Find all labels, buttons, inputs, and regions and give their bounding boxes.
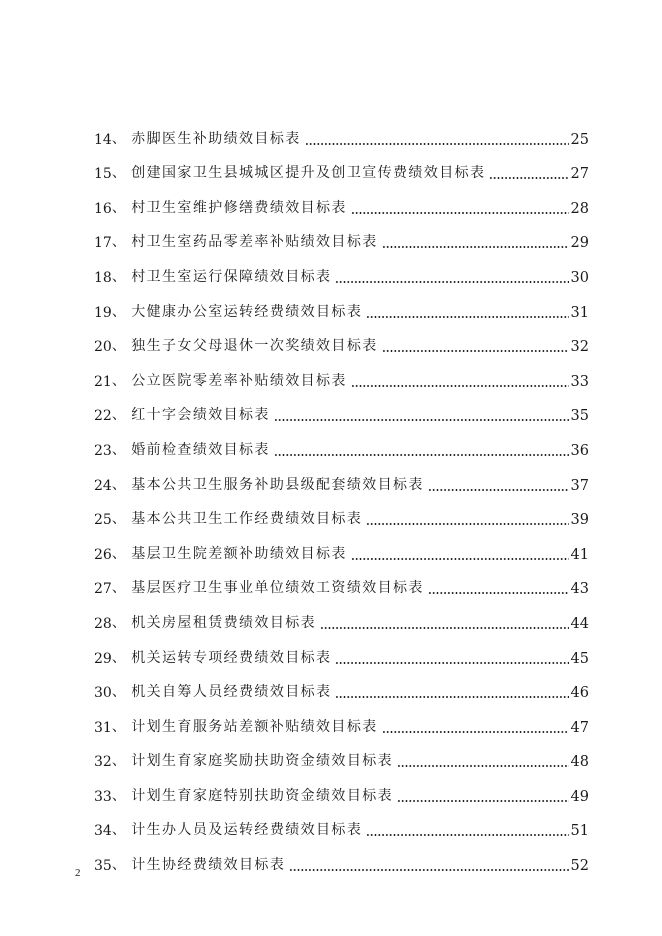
toc-dot-leader (335, 662, 568, 664)
toc-dot-leader (397, 765, 569, 767)
toc-entry-separator: 、 (111, 580, 128, 597)
toc-entry-separator: 、 (111, 268, 128, 285)
toc-entry[interactable] (94, 113, 589, 148)
toc-entry-page: 37 (570, 477, 589, 494)
toc-entry-number: 34 (94, 823, 112, 840)
toc-entry-page: 36 (570, 442, 589, 459)
toc-entry-number: 26 (94, 546, 112, 563)
toc-dot-leader (366, 523, 568, 525)
toc-entry-separator: 、 (111, 165, 128, 182)
toc-entry-title: 机关运转专项经费绩效目标表 (131, 649, 332, 666)
toc-entry[interactable] (94, 805, 589, 840)
toc-dot-leader (366, 834, 568, 836)
toc-entry[interactable] (94, 148, 589, 183)
toc-entry[interactable] (94, 528, 589, 563)
toc-dot-leader (397, 800, 569, 802)
toc-entry-number: 25 (94, 512, 112, 529)
page-number: 2 (75, 867, 81, 879)
toc-entry-number: 24 (94, 477, 112, 494)
toc-dot-leader (382, 246, 569, 248)
toc-entry[interactable] (94, 736, 589, 771)
toc-entry-separator: 、 (111, 303, 128, 320)
toc-entry-page: 25 (570, 131, 589, 148)
toc-dot-leader (274, 454, 569, 456)
toc-entry[interactable] (94, 424, 589, 459)
toc-entry-page: 32 (570, 339, 589, 356)
toc-entry[interactable] (94, 217, 589, 252)
toc-entry[interactable] (94, 355, 589, 390)
toc-entry-title: 机关自筹人员经费绩效目标表 (131, 684, 332, 701)
toc-dot-leader (335, 696, 568, 698)
toc-dot-leader (274, 419, 569, 421)
toc-entry[interactable] (94, 321, 589, 356)
toc-entry-separator: 、 (111, 684, 128, 701)
toc-dot-leader (366, 316, 568, 318)
toc-entry-page: 27 (570, 166, 589, 183)
toc-entry-page: 52 (570, 858, 589, 875)
toc-entry-title: 计生协经费绩效目标表 (131, 857, 286, 874)
toc-entry-title: 创建国家卫生县城城区提升及创卫宣传费绩效目标表 (131, 165, 486, 182)
toc-entry-separator: 、 (111, 511, 128, 528)
toc-entry-page: 48 (570, 754, 589, 771)
toc-entry[interactable] (94, 632, 589, 667)
toc-dot-leader (335, 281, 568, 283)
toc-entry-separator: 、 (111, 372, 128, 389)
toc-entry[interactable] (94, 182, 589, 217)
toc-entry[interactable] (94, 251, 589, 286)
toc-dot-leader (320, 627, 569, 629)
toc-entry-page: 31 (570, 304, 589, 321)
toc-entry-page: 51 (570, 823, 589, 840)
toc-entry-page: 46 (570, 685, 589, 702)
toc-entry[interactable] (94, 390, 589, 425)
toc-entry-title: 红十字会绩效目标表 (131, 407, 270, 424)
toc-entry-number: 32 (94, 754, 112, 771)
toc-entry-title: 基本公共卫生工作经费绩效目标表 (131, 511, 363, 528)
toc-entry-title: 婚前检查绩效目标表 (131, 441, 270, 458)
toc-dot-leader (351, 385, 569, 387)
toc-entry-separator: 、 (111, 545, 128, 562)
toc-dot-leader (351, 558, 569, 560)
toc-entry-title: 村卫生室运行保障绩效目标表 (131, 268, 332, 285)
toc-entry[interactable] (94, 494, 589, 529)
toc-entry[interactable] (94, 563, 589, 598)
toc-entry-separator: 、 (111, 441, 128, 458)
toc-entry-separator: 、 (111, 718, 128, 735)
toc-entry-number: 29 (94, 650, 112, 667)
toc-entry-separator: 、 (111, 822, 128, 839)
toc-dot-leader (489, 177, 568, 179)
toc-entry-title: 赤脚医生补助绩效目标表 (131, 130, 301, 147)
toc-entry-title: 村卫生室维护修缮费绩效目标表 (131, 199, 347, 216)
toc-entry-page: 35 (570, 408, 589, 425)
toc-entry-separator: 、 (111, 753, 128, 770)
toc-entry-page: 43 (570, 581, 589, 598)
toc-entry-number: 16 (94, 200, 112, 217)
toc-dot-leader (351, 212, 569, 214)
toc-entry-title: 村卫生室药品零差率补贴绩效目标表 (131, 234, 378, 251)
toc-entry-separator: 、 (111, 476, 128, 493)
toc-entry-page: 44 (570, 615, 589, 632)
toc-entry-page: 41 (570, 546, 589, 563)
toc-entry-number: 21 (94, 373, 112, 390)
toc-entry-title: 基层医疗卫生事业单位绩效工资绩效目标表 (131, 580, 424, 597)
toc-entry-number: 14 (94, 131, 112, 148)
toc-entry-number: 33 (94, 788, 112, 805)
toc-entry[interactable] (94, 839, 589, 874)
toc-entry-number: 30 (94, 685, 112, 702)
toc-entry-separator: 、 (111, 234, 128, 251)
toc-entry[interactable] (94, 286, 589, 321)
toc-entry-page: 39 (570, 512, 589, 529)
toc-entry[interactable] (94, 597, 589, 632)
toc-entry-separator: 、 (111, 130, 128, 147)
toc-entry-title: 大健康办公室运转经费绩效目标表 (131, 303, 363, 320)
toc-entry[interactable] (94, 667, 589, 702)
toc-entry-page: 49 (570, 788, 589, 805)
toc-entry-number: 28 (94, 615, 112, 632)
toc-entry-title: 计生办人员及运转经费绩效目标表 (131, 822, 363, 839)
toc-dot-leader (428, 489, 569, 491)
toc-entry-title: 基层卫生院差额补助绩效目标表 (131, 545, 347, 562)
toc-dot-leader (305, 143, 569, 145)
toc-entry-number: 17 (94, 235, 112, 252)
toc-entry-number: 27 (94, 581, 112, 598)
toc-entry-separator: 、 (111, 338, 128, 355)
toc-entry-title: 计划生育家庭奖励扶助资金绩效目标表 (131, 753, 394, 770)
toc-entry-separator: 、 (111, 857, 128, 874)
toc-entry[interactable] (94, 459, 589, 494)
toc-entry-title: 计划生育服务站差额补贴绩效目标表 (131, 718, 378, 735)
table-of-contents (94, 113, 589, 874)
toc-entry-page: 33 (570, 373, 589, 390)
toc-entry-title: 公立医院零差率补贴绩效目标表 (131, 372, 347, 389)
toc-entry-number: 20 (94, 339, 112, 356)
toc-entry-number: 35 (94, 858, 112, 875)
toc-entry-number: 22 (94, 408, 112, 425)
toc-entry-title: 计划生育家庭特别扶助资金绩效目标表 (131, 787, 394, 804)
toc-entry-number: 23 (94, 442, 112, 459)
toc-entry-page: 28 (570, 200, 589, 217)
toc-entry-separator: 、 (111, 787, 128, 804)
toc-dot-leader (428, 592, 569, 594)
toc-entry-separator: 、 (111, 614, 128, 631)
toc-dot-leader (382, 350, 569, 352)
toc-entry[interactable] (94, 770, 589, 805)
toc-entry-number: 31 (94, 719, 112, 736)
toc-entry-separator: 、 (111, 649, 128, 666)
toc-entry-page: 47 (570, 719, 589, 736)
toc-entry-title: 独生子女父母退休一次奖绩效目标表 (131, 338, 378, 355)
toc-entry-separator: 、 (111, 407, 128, 424)
toc-entry-number: 18 (94, 269, 112, 286)
toc-entry-number: 19 (94, 304, 112, 321)
toc-entry-page: 29 (570, 235, 589, 252)
toc-entry[interactable] (94, 701, 589, 736)
toc-entry-title: 机关房屋租赁费绩效目标表 (131, 614, 317, 631)
toc-entry-page: 45 (570, 650, 589, 667)
toc-dot-leader (289, 869, 568, 871)
toc-entry-number: 15 (94, 166, 112, 183)
toc-entry-title: 基本公共卫生服务补助县级配套绩效目标表 (131, 476, 424, 493)
toc-dot-leader (382, 731, 569, 733)
toc-entry-page: 30 (570, 269, 589, 286)
toc-entry-separator: 、 (111, 199, 128, 216)
